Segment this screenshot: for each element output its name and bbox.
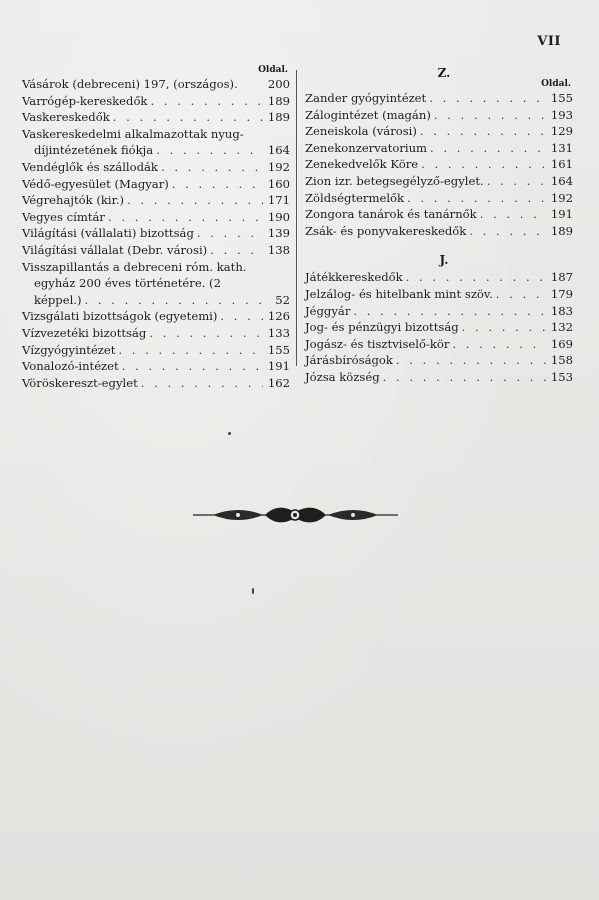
left-index-entry (22, 142, 290, 159)
entry-page-number: 191 (550, 207, 573, 222)
paper-speck (228, 432, 231, 435)
entry-label: Zálogintézet (magán) (305, 107, 431, 122)
leader-dots (480, 206, 546, 223)
leader-dots (220, 308, 263, 325)
left-index-entry (22, 325, 290, 342)
entry-label: Vizsgálati bizottságok (egyetemi) (22, 309, 218, 324)
entry-page-number: 160 (267, 176, 290, 191)
leader-dots (149, 325, 263, 342)
entry-page-number: 183 (550, 303, 573, 318)
entry-page-number: 52 (275, 292, 290, 307)
leader-dots (407, 190, 546, 207)
column-divider (296, 70, 297, 366)
page-number: VII (537, 34, 561, 49)
decorative-ornament (193, 500, 398, 530)
entry-label: Vegyes címtár (22, 209, 105, 224)
leader-dots (122, 358, 263, 375)
entry-label: Vöröskereszt-egylet (22, 375, 138, 390)
entry-label: Vízgyógyintézet (22, 342, 116, 357)
left-index-entry (22, 259, 290, 276)
j-index-entry (305, 369, 573, 386)
entry-label: Világítási (vállalati) bizottság (22, 226, 194, 241)
leader-dots (210, 242, 263, 259)
left-index-entry (22, 126, 290, 143)
entry-label: Jelzálog- és hitelbank mint szöv. (305, 286, 493, 301)
entry-page-number: 131 (550, 140, 573, 155)
j-index-entry (305, 286, 573, 303)
entry-label: Zöldségtermelők (305, 190, 405, 205)
entry-label: Vásárok (debreceni) 197, (országos). (22, 77, 238, 91)
leader-dots (127, 192, 263, 209)
entry-label: Zion izr. betegsegélyző-egylet. (305, 173, 484, 188)
left-index-entry (22, 308, 290, 325)
z-entry-list (305, 90, 573, 239)
entry-label: Világítási vállalat (Debr. városi) (22, 242, 208, 257)
entry-page-number: 155 (550, 91, 573, 105)
z-index-entry (305, 223, 573, 240)
leader-dots (85, 292, 263, 309)
leader-dots (421, 156, 546, 173)
entry-label: díjintézetének fiókja (34, 143, 154, 158)
entry-page-number: 193 (550, 107, 573, 122)
entry-label: Zsák- és ponyvakereskedők (305, 223, 467, 238)
leader-dots (452, 336, 546, 353)
left-index-entry (22, 192, 290, 209)
entry-label: Józsa község (305, 369, 380, 384)
z-index-entry (305, 140, 573, 157)
section-letter-j: J. (439, 253, 449, 268)
paper-speck (252, 588, 254, 594)
right-index-column (305, 64, 573, 386)
entry-page-number: 129 (550, 124, 573, 139)
section-letter-z: Z. (437, 66, 451, 80)
entry-label: Zenekedvelők Köre (305, 157, 419, 172)
entry-page-number: 164 (550, 173, 573, 188)
leader-dots (383, 369, 546, 386)
entry-page-number: 138 (267, 242, 290, 257)
entry-label: Védő-egyesület (Magyar) (22, 176, 169, 191)
leader-dots (150, 93, 263, 110)
entry-page-number: 132 (550, 320, 573, 335)
leader-dots (420, 123, 546, 140)
entry-page-number: 161 (550, 157, 573, 172)
left-index-entry (22, 375, 290, 392)
oldal-header: Oldal. (541, 79, 571, 89)
left-index-entry (22, 93, 290, 110)
left-index-entry (22, 176, 290, 193)
leader-dots (353, 303, 546, 320)
entry-label: egyház 200 éves történetére. (2 (34, 276, 221, 291)
entry-label: Jog- és pénzügyi bizottság (305, 320, 459, 335)
entry-page-number: 133 (267, 325, 290, 340)
entry-page-number: 162 (267, 375, 290, 390)
entry-page-number: 126 (267, 309, 290, 324)
leader-dots (156, 142, 263, 159)
entry-page-number: 153 (550, 369, 573, 384)
left-index-entry (22, 76, 290, 93)
entry-page-number: 179 (550, 286, 573, 301)
entry-label: Zeneiskola (városi) (305, 124, 417, 139)
entry-page-number: 192 (550, 190, 573, 205)
entry-label: Varrógép-kereskedők (22, 93, 148, 108)
entry-label: Jogász- és tisztviselő-kör (305, 336, 450, 351)
entry-page-number: 169 (550, 336, 573, 351)
leader-dots (396, 352, 546, 369)
entry-label: Játékkereskedők (305, 270, 403, 285)
left-index-entry (22, 242, 290, 259)
leader-dots (496, 286, 546, 303)
leader-dots (172, 176, 263, 193)
leader-dots (161, 159, 263, 176)
leader-dots (430, 140, 546, 157)
entry-page-number: 192 (267, 159, 290, 174)
leader-dots (113, 109, 263, 126)
entry-label: Zander gyógyintézet (305, 91, 427, 105)
left-index-entry (22, 225, 290, 242)
z-index-entry (305, 173, 573, 190)
entry-page-number: 155 (267, 342, 290, 357)
oldal-header: Oldal. (258, 65, 288, 75)
z-index-entry (305, 206, 573, 223)
leader-dots (108, 209, 263, 226)
leader-dots (197, 225, 263, 242)
j-entry-list (305, 269, 573, 385)
entry-label: Vízvezetéki bizottság (22, 325, 147, 340)
leader-dots (434, 107, 546, 124)
left-index-entry (22, 159, 290, 176)
left-index-entry (22, 275, 290, 292)
left-index-column (22, 64, 290, 391)
leader-dots (429, 90, 546, 107)
entry-page-number: 139 (267, 226, 290, 241)
entry-page-number: 164 (267, 143, 290, 158)
entry-label: Vaskereskedők (22, 110, 110, 125)
z-index-entry (305, 156, 573, 173)
entry-label: Vaskereskedelmi alkalmazottak nyug- (22, 126, 244, 141)
left-index-entry (22, 292, 290, 309)
entry-page-number: 171 (267, 193, 290, 208)
leader-dots (462, 319, 546, 336)
z-index-entry (305, 190, 573, 207)
leader-dots (487, 173, 546, 190)
entry-page-number: 189 (550, 223, 573, 238)
entry-label: képpel.) (34, 292, 82, 307)
left-index-entry (22, 109, 290, 126)
left-entry-list (22, 76, 290, 391)
entry-label: Visszapillantás a debreceni róm. kath. (22, 259, 247, 274)
leader-dots (118, 342, 263, 359)
j-index-entry (305, 269, 573, 286)
leader-dots (469, 223, 546, 240)
leader-dots (141, 375, 263, 392)
j-index-entry (305, 303, 573, 320)
entry-label: Jéggyár (305, 303, 351, 318)
entry-label: Járásbíróságok (305, 353, 393, 368)
entry-label: Vonalozó-intézet (22, 359, 119, 374)
entry-label: Zongora tanárok és tanárnők (305, 207, 477, 222)
entry-page-number: 190 (267, 209, 290, 224)
z-index-entry (305, 107, 573, 124)
entry-label: Zenekonzervatorium (305, 140, 428, 155)
j-index-entry (305, 319, 573, 336)
z-index-entry (305, 90, 573, 107)
left-index-entry (22, 342, 290, 359)
leader-dots (406, 269, 546, 286)
z-index-entry (305, 123, 573, 140)
entry-label: Vendéglők és szállodák (22, 159, 158, 174)
entry-page-number: 189 (267, 93, 290, 108)
left-index-entry (22, 209, 290, 226)
j-index-entry (305, 352, 573, 369)
entry-page-number: 191 (267, 359, 290, 374)
entry-label: Végrehajtók (kir.) (22, 193, 125, 208)
j-index-entry (305, 336, 573, 353)
entry-page-number: 200 (267, 77, 290, 91)
entry-page-number: 158 (550, 353, 573, 368)
left-index-entry (22, 358, 290, 375)
entry-page-number: 189 (267, 110, 290, 125)
entry-page-number: 187 (550, 270, 573, 285)
